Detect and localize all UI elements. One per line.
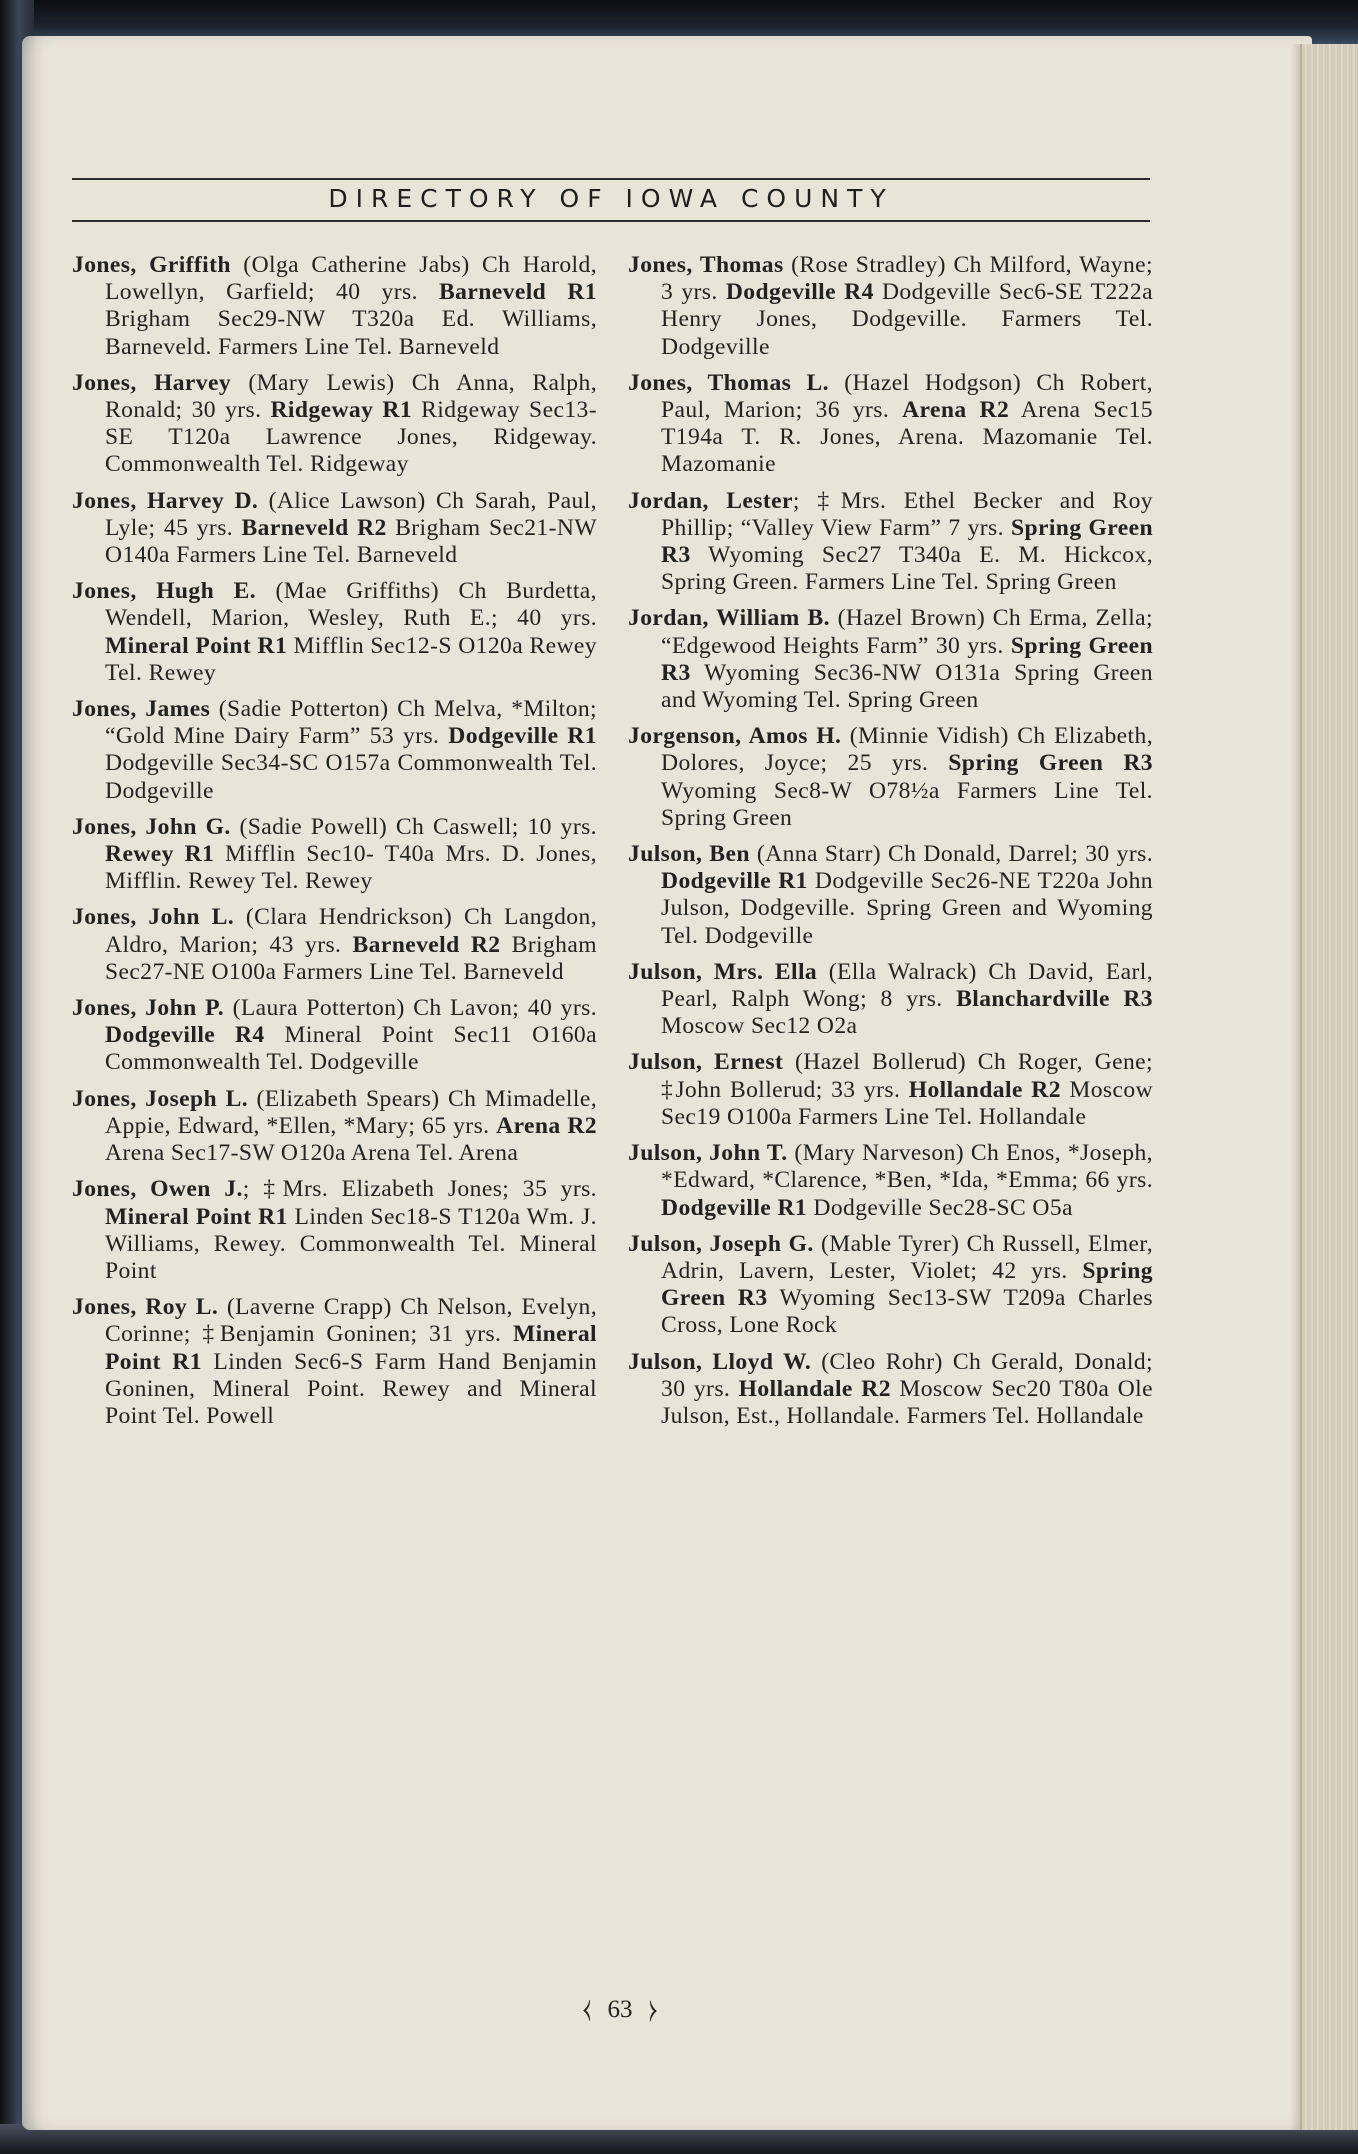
- entry-location: Ridgeway Sec13-SE T120a Lawrence Jones, Ridgeway. Commonwealth Tel. Ridgeway: [105, 397, 597, 478]
- directory-entry: [628, 723, 1153, 832]
- entry-route: Spring Green R3: [948, 750, 1153, 777]
- entry-route: Barneveld R2: [352, 931, 501, 958]
- directory-entry: [628, 959, 1153, 1041]
- directory-entry: [628, 1349, 1153, 1431]
- entry-route: Barneveld R1: [439, 279, 597, 306]
- page-fore-edge: [1300, 44, 1358, 2130]
- entry-name: Jones, Harvey D.: [72, 487, 259, 514]
- entry-route: Blanchardville R3: [956, 986, 1153, 1013]
- right-column: [628, 252, 1153, 1439]
- directory-entry: [72, 696, 597, 805]
- entry-route: Rewey R1: [105, 841, 215, 868]
- directory-entry: [628, 488, 1153, 597]
- entry-name: Jorgenson, Amos H.: [628, 723, 842, 750]
- entry-location: Wyoming Sec13-SW T209a Charles Cross, Lone Rock: [661, 1285, 1153, 1339]
- left-column: [72, 252, 597, 1439]
- directory-entry: [628, 252, 1153, 361]
- entry-location: Wyoming Sec8-W O78½a Farmers Line Tel. Spring Green: [661, 777, 1153, 831]
- entry-details: (Hazel Brown) Ch Erma, Zella; “Edgewood Heights Farm” 30 yrs.: [661, 605, 1153, 659]
- entry-location: Mifflin Sec12-S O120a Rewey Tel. Rewey: [105, 632, 597, 686]
- entry-location: Moscow Sec20 T80a Ole Julson, Est., Hollandale. Farmers Tel. Hollandale: [661, 1375, 1154, 1429]
- directory-entry: [628, 1140, 1153, 1222]
- entry-location: Brigham Sec27-NE O100a Farmers Line Tel. Barneveld: [105, 931, 597, 985]
- entry-details: (Alice Lawson) Ch Sarah, Paul, Lyle; 45 yrs.: [105, 487, 597, 541]
- entry-name: Jones, Hugh E.: [72, 578, 257, 605]
- footer-ornament-left: ⧼: [582, 1996, 592, 2023]
- entry-details: (Sadie Potterton) Ch Melva, *Milton; “Gold Mine Dairy Farm” 53 yrs.: [105, 696, 597, 750]
- page-number: 63: [607, 1996, 633, 2023]
- entry-name: Jones, Thomas L.: [628, 369, 829, 396]
- entry-details: (Minnie Vidish) Ch Elizabeth, Dolores, Joyce; 25 yrs.: [661, 723, 1153, 777]
- entry-name: Julson, Ernest: [628, 1049, 784, 1076]
- page-footer: [0, 1996, 1240, 2024]
- directory-entry: [72, 252, 597, 361]
- directory-entry: [72, 488, 597, 570]
- directory-entry: [628, 1231, 1153, 1340]
- entry-route: Arena R2: [902, 397, 1010, 424]
- entry-name: Julson, John T.: [628, 1140, 788, 1167]
- directory-entry: [72, 578, 597, 687]
- directory-entry: [72, 1086, 597, 1168]
- entry-route: Spring Green R3: [661, 1257, 1153, 1312]
- directory-entry: [72, 904, 597, 986]
- entry-details: (Rose Stradley) Ch Milford, Wayne; 3 yrs.: [661, 252, 1153, 306]
- entry-route: Arena R2: [496, 1112, 597, 1139]
- entry-location: Moscow Sec12 O2a: [661, 1013, 858, 1040]
- entry-details: (Cleo Rohr) Ch Gerald, Donald; 30 yrs.: [661, 1348, 1154, 1402]
- entry-route: Barneveld R2: [241, 514, 387, 541]
- entry-details: (Laverne Crapp) Ch Nelson, Evelyn, Corinne; ‡Benjamin Goninen; 31 yrs.: [105, 1294, 597, 1348]
- entry-name: Jones, Harvey: [72, 369, 232, 396]
- entry-details: (Anna Starr) Ch Donald, Darrel; 30 yrs.: [749, 841, 1153, 868]
- entry-name: Jones, Joseph L.: [72, 1085, 249, 1112]
- entry-name: Jones, Roy L.: [72, 1294, 219, 1321]
- directory-entry: [628, 370, 1153, 479]
- entry-route: Mineral Point R1: [105, 1203, 288, 1230]
- entry-details: (Laura Potterton) Ch Lavon; 40 yrs.: [224, 995, 597, 1022]
- entry-name: Julson, Joseph G.: [628, 1230, 814, 1257]
- entry-details: (Hazel Hodgson) Ch Robert, Paul, Marion; 36 yrs.: [661, 369, 1153, 424]
- entry-location: Linden Sec18-S T120a Wm. J. Williams, Rewey. Commonwealth Tel. Mineral Point: [105, 1203, 597, 1284]
- entry-route: Mineral Point R1: [105, 1321, 597, 1375]
- entry-location: Wyoming Sec36-NW O131a Spring Green and Wyoming Tel. Spring Green: [661, 659, 1153, 714]
- directory-entry: [628, 1049, 1153, 1131]
- entry-location: Linden Sec6-S Farm Hand Benjamin Goninen, Mineral Point. Rewey and Mineral Point Tel. Powell: [105, 1348, 597, 1429]
- entry-route: Spring Green R3: [661, 632, 1153, 686]
- entry-route: Dodgeville R4: [105, 1022, 265, 1049]
- entry-details: ; ‡Mrs. Elizabeth Jones; 35 yrs.: [242, 1176, 597, 1203]
- entry-route: Dodgeville R1: [661, 868, 808, 895]
- entry-details: (Sadie Powell) Ch Caswell; 10 yrs.: [230, 813, 597, 840]
- running-header: [72, 178, 1150, 222]
- entry-details: (Mary Narveson) Ch Enos, *Joseph, *Edward, *Clarence, *Ben, *Ida, *Emma; 66 yrs.: [661, 1140, 1153, 1194]
- entry-name: Jones, Griffith: [72, 252, 231, 278]
- entry-name: Jones, John L.: [72, 904, 235, 931]
- footer-ornament-right: ⧽: [648, 1996, 658, 2023]
- entry-route: Spring Green R3: [661, 514, 1153, 569]
- entry-name: Jones, John P.: [72, 995, 225, 1022]
- directory-entry: [72, 995, 597, 1077]
- entry-route: Ridgeway R1: [270, 397, 413, 424]
- entry-details: (Mable Tyrer) Ch Russell, Elmer, Adrin, Lavern, Lester, Violet; 42 yrs.: [661, 1230, 1153, 1284]
- entry-location: Mifflin Sec10- T40a Mrs. D. Jones, Mifflin. Rewey Tel. Rewey: [105, 841, 597, 895]
- entry-route: Hollandale R2: [738, 1375, 891, 1402]
- entry-name: Julson, Ben: [628, 841, 750, 868]
- entry-location: Arena Sec17-SW O120a Arena Tel. Arena: [105, 1140, 519, 1167]
- entry-details: (Mary Lewis) Ch Anna, Ralph, Ronald; 30 yrs.: [105, 369, 598, 424]
- entry-details: ; ‡Mrs. Ethel Becker and Roy Phillip; “Valley View Farm” 7 yrs.: [661, 487, 1153, 541]
- entry-details: (Olga Catherine Jabs) Ch Harold, Lowellyn, Garfield; 40 yrs.: [105, 252, 597, 306]
- entry-name: Julson, Lloyd W.: [628, 1348, 812, 1375]
- entry-location: Dodgeville Sec28-SC O5a: [807, 1194, 1073, 1221]
- entry-route: Mineral Point R1: [105, 632, 288, 659]
- entry-details: (Clara Hendrickson) Ch Langdon, Aldro, Marion; 43 yrs.: [105, 904, 598, 958]
- directory-entry: [72, 370, 597, 479]
- entry-location: Dodgeville Sec6-SE T222a Henry Jones, Dodgeville. Farmers Tel. Dodgeville: [661, 279, 1153, 360]
- entry-name: Jones, Owen J.: [72, 1176, 243, 1203]
- directory-entry: [628, 841, 1153, 950]
- entry-name: Jones, James: [72, 696, 211, 723]
- entry-name: Jones, Thomas: [628, 252, 784, 278]
- page-title: DIRECTORY OF IOWA COUNTY: [328, 184, 894, 213]
- entry-details: (Hazel Bollerud) Ch Roger, Gene; ‡John Bollerud; 33 yrs.: [661, 1049, 1153, 1103]
- entry-location: Mineral Point Sec11 O160a Commonwealth Tel. Dodgeville: [105, 1022, 597, 1076]
- entry-name: Jordan, Lester: [628, 487, 793, 514]
- entry-name: Julson, Mrs. Ella: [628, 958, 818, 985]
- directory-entry: [72, 814, 597, 896]
- entry-name: Jordan, William B.: [628, 605, 830, 632]
- entry-location: Dodgeville Sec34-SC O157a Commonwealth Tel. Dodgeville: [105, 750, 597, 804]
- entry-details: (Elizabeth Spears) Ch Mimadelle, Appie, Edward, *Ellen, *Mary; 65 yrs.: [105, 1085, 597, 1139]
- entry-name: Jones, John G.: [72, 813, 231, 840]
- entry-location: Moscow Sec19 O100a Farmers Line Tel. Hollandale: [661, 1076, 1154, 1130]
- entry-location: Wyoming Sec27 T340a E. M. Hickcox, Spring Green. Farmers Line Tel. Spring Green: [661, 542, 1153, 596]
- entry-route: Dodgeville R1: [448, 723, 597, 750]
- entry-details: (Mae Griffiths) Ch Burdetta, Wendell, Marion, Wesley, Ruth E.; 40 yrs.: [105, 578, 597, 632]
- entry-location: Brigham Sec29-NW T320a Ed. Williams, Barneveld. Farmers Line Tel. Barneveld: [105, 306, 597, 360]
- directory-entry: [72, 1294, 597, 1430]
- entry-location: Arena Sec15 T194a T. R. Jones, Arena. Mazomanie Tel. Mazomanie: [661, 397, 1154, 478]
- entry-route: Hollandale R2: [908, 1076, 1061, 1103]
- entry-location: Dodgeville Sec26-NE T220a John Julson, Dodgeville. Spring Green and Wyoming Tel. Dodgeville: [661, 868, 1153, 949]
- directory-entry: [628, 605, 1153, 714]
- entry-route: Dodgeville R1: [661, 1194, 808, 1221]
- entry-route: Dodgeville R4: [725, 279, 874, 306]
- directory-entry: [72, 1176, 597, 1285]
- entry-details: (Ella Walrack) Ch David, Earl, Pearl, Ralph Wong; 8 yrs.: [661, 958, 1153, 1013]
- entry-location: Brigham Sec21-NW O140a Farmers Line Tel. Barneveld: [105, 514, 597, 569]
